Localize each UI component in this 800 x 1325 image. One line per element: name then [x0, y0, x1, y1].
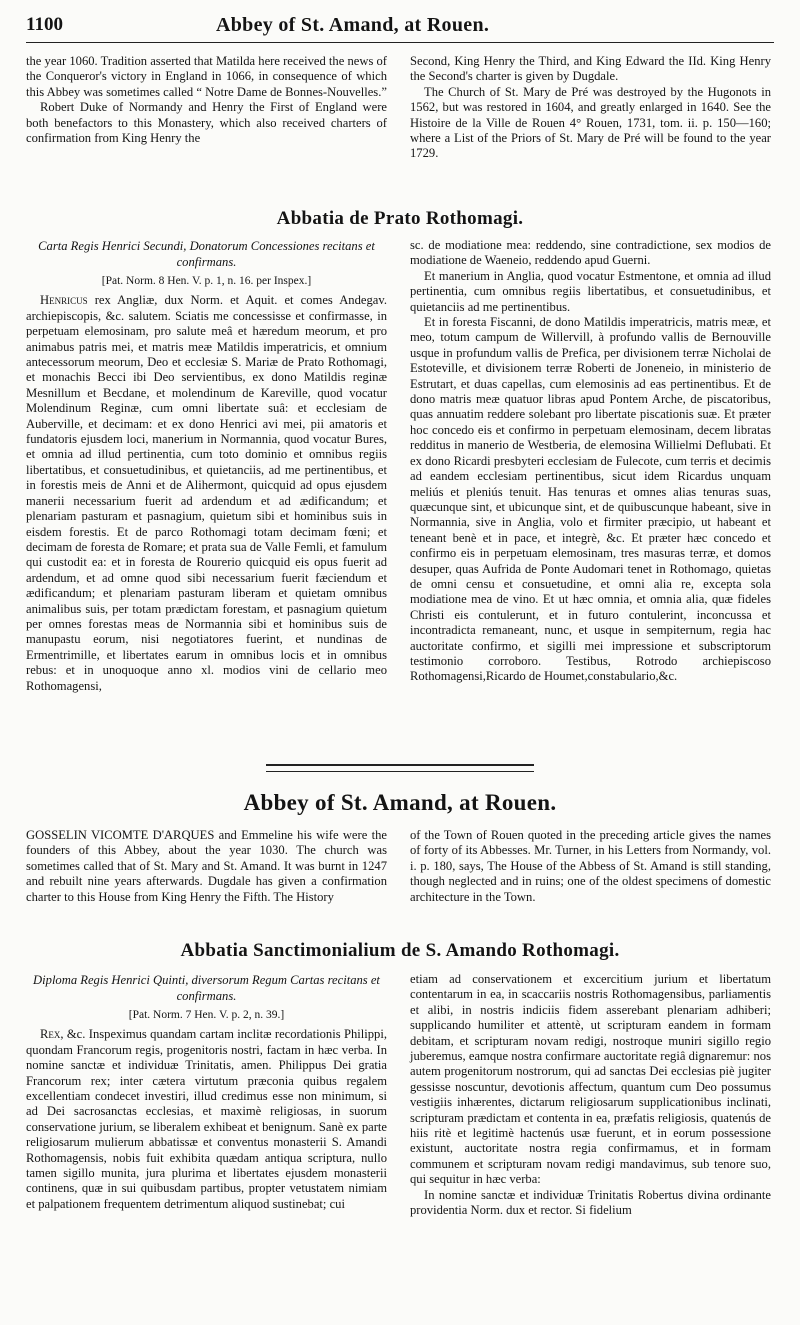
paragraph: Et in foresta Fiscanni, de dono Matildis imperatricis, matris meæ, et meo, totum campum de Willervill, à profundo vallis de Bernouville usque in profundum vallis de Prefica, per divisionem terræ Nicholai de Estoteville, et divisionem terræ Roberti de Joneneio, in ministerio de Estrutart, et duas capellas, cum elemosinis ad eas pertinentibus. Et de dono matris meæ quatuor libras apud Pontem Arche, de piscatoribus, quas annuatim reddere solebant pro libertate piscationis suæ. Et præter hoc concedo eis et confirmo in perpetuam elemosinam, decem libratas redditus in manerio de Westberia, de elemosina Willielmi Deflubati. Et ex dono Ricardi presbyteri ecclesiam de Fulecote, cum terris et decimis ad eandem ecclesiam pertinentibus, sicut idem Ricardus unquam meliús et pleniús tenuit. Has tenuras et omnes alias tenuras suas, quæcunque sint, et ubicunque sint, et de quibuscunque habeant, sive in Normannia, sive in Anglia, volo et firmiter præcipio, ut habeant et teneant benè et in pace, et integrè, &c. Et præter hæc concedo et confirmo eis in perpetuam elemosinam, tres masuras terræ, et domos desuper, quas Aufrida de Ponte Audomari tenet in Rothomago, quietas de omni censu et consuetudine, et omni alia re, excepta sola modiatione mea de vino. Et ut hæc omnia, et omnia alia, quæ fideles Christi eis contulerunt, et in futuro contulerint, inconcussa et incontradicta remaneant, nunc, et usque in sempiternum, regia hac auctoritate confirmo, et sigilli mei impressione et subscriptorum testimonio corroboro. Testibus, Rotrodo archiepiscoso Rothomagensi,Ricardo de Houmet,constabulario,&c. [410, 315, 771, 684]
section-heading: Abbatia de Prato Rothomagi. [276, 208, 524, 229]
paragraph: Robert Duke of Normandy and Henry the First of England were both benefactors to this Monastery, which also received charters of confirmation from King Henry the [26, 100, 387, 146]
paragraph: The Church of St. Mary de Pré was destroyed by the Hugonots in 1562, but was restored in 1604, and greatly enlarged in 1640. See the Histoire de la Ville de Rouen 4° Rouen, 1731, tom. ii. p. 150—160; where a List of the Priors of St. Mary de Pré will be found to the year 1729. [410, 84, 771, 161]
section-heading: Abbey of St. Amand, at Rouen. [243, 790, 557, 815]
paragraph: of the Town of Rouen quoted in the preceding article gives the names of forty of its Abbesses. Mr. Turner, in his Letters from Normandy, vol. i. p. 180, says, The House of the Abbess of St. Amand is still standing, though neglected and in ruins; one of the oldest specimens of domestic architecture in the Town. [410, 828, 771, 904]
charter3-left-column [26, 972, 387, 1212]
charter-title: Diploma Regis Henrici Quinti, diversorum Regum Cartas recitans et confirmans. [33, 973, 380, 1003]
page-number: 1100 [26, 14, 63, 35]
intro-right-column [410, 54, 771, 162]
section-divider [266, 764, 534, 772]
charter-text-body: &c. Inspeximus quandam cartam inclitæ recordationis Philippi, quondam Francorum regis, progenitoris nostri, factam in hæc verba. In nomine sanctæ et individuæ Trinitatis, amen. Philippus Dei gratia Francorum rex; inter cætera virtutum præconia quibus regalem excellentiam condecet investiri, illud credimus esse non minimum, si ad Dei sacrosanctas ecclesias, et maximè religiosas, in suorum conservatione jurium, se liberalem exhibeat et benignum. Sanè ex parte religiosarum mulierum abbatissæ et conventus monasterii S. Amandi Rothomagensis, nobis fuit exhibita quædam antiqua scriptura, nullo tamen sigillo munita, jura plurima et libertates ejusdem monasterii continens, quæ in sui quibusdam partibus, propter vetustatem nimiam et palpationem frequentem detrimentum aliquod sustinebat; cui [26, 1027, 387, 1211]
section-heading: Abbatia Sanctimonialium de S. Amando Rothomagi. [180, 940, 620, 961]
paragraph: GOSSELIN VICOMTE D'ARQUES and Emmeline his wife were the founders of this Abbey, about the year 1030. The church was sometimes called that of St. Mary and St. Amand. It was burnt in 1247 and rebuilt nine years afterwards. Dugdale has given a confirmation charter to this House from King Henry the Fifth. The History [26, 828, 387, 904]
opening-word: Rex, [40, 1027, 64, 1042]
abbey-right-column [410, 828, 771, 905]
paragraph: Et manerium in Anglia, quod vocatur Estmentone, et omnia ad illud pertinentia, cum omnibus regiis libertatibus, et consuetudinibus, et quietanciis ad me pertinentibus. [410, 268, 771, 314]
paragraph: In nomine sanctæ et individuæ Trinitatis Robertus divina ordinante providentia Norm. dux et rector. Si fidelium [410, 1187, 771, 1218]
charter-reference: [Pat. Norm. 8 Hen. V. p. 1, n. 16. per Inspex.] [101, 275, 312, 287]
paragraph: sc. de modiatione mea: reddendo, sine contradictione, sex modios de modiatione de Waeneio, reddendo apud Guerni. [410, 238, 771, 268]
paragraph: etiam ad conservationem et excercitium jurium et libertatum contentarum in ea, in scaccariis nostris Rothomagensibus, parliamentis et alibi, in nostris indiciis fidem asserebant plenariam adhiberi; supplicando humiliter et attentè, ut scripturam eandem in formam debitam, et scripturam novam redigi, nostroque muniri sigillo regio juberemus, eamque nostra confirmare auctoritate regiâ dignaremur: nos autem progenitorum nostrorum, qui ad sanctas Dei ecclesias piè jugiter gessisse noscuntur, devotionis affectum, quantum cum Deo possumus vestigiis inhærentes, dictarum religiosarum supplicationibus inclinati, scripturam prædictam et contenta in ea, præfatis religiosis, quatenús de hiis ritè et legitimè hactenús usæ fuerunt, et in eorum possessione existunt, auctoritate nostra regia confirmamus, et in formam communem et scripturam novam redigi mandavimus, sub tenore suo, qui sequitur in hæc verba: [410, 972, 771, 1187]
charter-text [26, 293, 387, 694]
book-page [26, 0, 774, 1325]
charter-reference: [Pat. Norm. 7 Hen. V. p. 2, n. 39.] [128, 1009, 285, 1021]
paragraph: Second, King Henry the Third, and King Edward the IId. King Henry the Second's charter is given by Dugdale. [410, 54, 771, 84]
running-head [26, 14, 774, 40]
header-rule [26, 42, 774, 43]
charter-text-body: rex Angliæ, dux Norm. et Aquit. et comes Andegav. archiepiscopis, &c. salutem. Sciatis me concessisse et confirmasse, in perpetuam elemosinam, pro salute meâ et hæredum meorum, et pro animabus patris mei, et matris meæ Matildis imperatricis, et omnium antecessorum meorum, Deo et ecclesiæ S. Mariæ de Prato Rothomagi, et monachis Becci ibi Deo servientibus, ex dono Matildis reginæ Mesnillum et Becdane, et molendinum de Kareville, quod vocatur Molendinum Reginæ, cum omni libertate suâ: et ecclesiam de Auberville, et decimam: et ex dono Henrici avi mei, pii amatoris et fundatoris ejusdem loci, manerium in Normannia, quod vocatur Bures, et omnia ad illud pertinentia, cum toto dominio et omnibus regiis libertatibus, et consuetudinibus, et quietanciis, ad me pertinentibus, et in forestis meis de Anni et de Alihermont, quicquid ad opus ejusdem manerii necessarium fuerit ad ardendum et ad ædificandum; et plenariam pasturam et pasnagium, quietum sibi et hominibus suis in eisdem forestis. Et de parco Rothomagi totam decimam fœni; et decimam de foresta de Romare; et prata sua de Valle Femli, et famulum qui custodit ea: et in foresta de Rourerio quicquid eis opus fuerit ad ardendum, et ad omne quod sibi necessarium fuerit fæciendum et ædificandum; et plenariam pasturam liberam et quietam omnibus animalibus suis, per totam prædictam forestam, et pasnagium quietum per omnes forestas meas de Normannia sibi et hominibus suis de manupastu eorum, nisi negotiatores fuerint, et nundinas de Ermentrimille, et libertates earum in omnibus locis et in omnibus rebus: et in unoquoque anno xl. modios vini de cellario meo Rothomagensi, [26, 293, 388, 693]
opening-word: Henricus [40, 293, 88, 308]
paragraph: the year 1060. Tradition asserted that Matilda here received the news of the Conqueror's victory in England in 1066, in consequence of which this Abbey was sometimes called “ Notre Dame de Bonnes-Nouvelles.” [26, 54, 387, 99]
abbey-left-column [26, 828, 387, 905]
charter-title: Carta Regis Henrici Secundi, Donatorum Concessiones recitans et confirmans. [38, 239, 375, 269]
running-title: Abbey of St. Amand, at Rouen. [216, 14, 490, 36]
charter1-left-column [26, 238, 387, 694]
charter-text [26, 1027, 387, 1212]
charter3-right-column [410, 972, 771, 1219]
intro-left-column [26, 54, 387, 146]
charter1-right-column [410, 238, 771, 685]
